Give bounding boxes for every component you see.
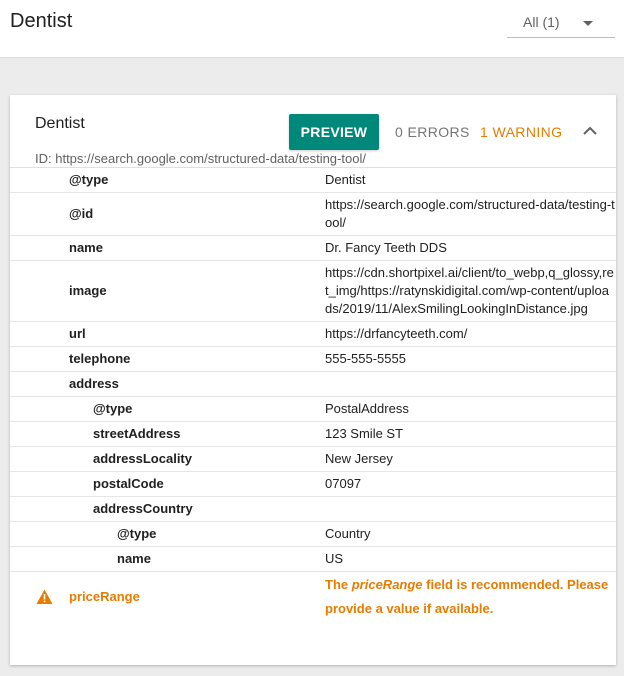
property-key: @type <box>10 397 325 422</box>
item-id: ID: https://search.google.com/structured-data/testing-tool/ <box>35 151 366 166</box>
filter-dropdown[interactable] <box>507 8 615 38</box>
property-key: image <box>10 261 325 322</box>
table-row[interactable] <box>10 236 616 261</box>
property-key: @id <box>10 193 325 236</box>
table-row[interactable] <box>10 397 616 422</box>
property-value <box>325 372 616 397</box>
property-value: Dentist <box>325 168 616 193</box>
page-title: Dentist <box>10 10 73 32</box>
table-row[interactable] <box>10 547 616 572</box>
property-value: New Jersey <box>325 447 616 472</box>
property-value: PostalAddress <box>325 397 616 422</box>
property-key: telephone <box>10 347 325 372</box>
property-key: @type <box>10 168 325 193</box>
table-row[interactable] <box>10 472 616 497</box>
table-row[interactable] <box>10 372 616 397</box>
property-value <box>325 497 616 522</box>
top-bar <box>0 0 624 58</box>
table-row[interactable] <box>10 422 616 447</box>
property-key: addressCountry <box>10 497 325 522</box>
warning-key-cell <box>10 572 325 623</box>
warning-key: priceRange <box>69 589 140 604</box>
chevron-up-icon[interactable] <box>580 121 600 141</box>
warning-message-field: priceRange <box>351 577 423 592</box>
warning-message-post: field is recommended. Please provide a value if available. <box>325 577 609 616</box>
property-value: Dr. Fancy Teeth DDS <box>325 236 616 261</box>
table-row[interactable] <box>10 347 616 372</box>
property-key: name <box>10 547 325 572</box>
properties-table <box>10 167 616 622</box>
property-key: streetAddress <box>10 422 325 447</box>
card-title: Dentist <box>35 115 85 132</box>
warning-row[interactable] <box>10 572 616 623</box>
property-value: 123 Smile ST <box>325 422 616 447</box>
warnings-count[interactable]: 1 WARNING <box>480 124 563 140</box>
property-value: https://cdn.shortpixel.ai/client/to_webp,q_glossy,ret_img/https://ratynskidigital.com/wp-content/uploads/2019/11/AlexSmilingLookingInDistance.jpg <box>325 261 616 322</box>
property-value: US <box>325 547 616 572</box>
property-key: @type <box>10 522 325 547</box>
table-row[interactable] <box>10 261 616 322</box>
property-key: postalCode <box>10 472 325 497</box>
property-value: 555-555-5555 <box>325 347 616 372</box>
table-row[interactable] <box>10 322 616 347</box>
warning-triangle-icon <box>36 589 53 605</box>
property-key: url <box>10 322 325 347</box>
errors-count[interactable]: 0 ERRORS <box>395 124 470 140</box>
warning-message <box>325 572 616 623</box>
property-value: https://search.google.com/structured-data/testing-tool/ <box>325 193 616 236</box>
preview-button[interactable]: PREVIEW <box>289 114 379 150</box>
table-row[interactable] <box>10 193 616 236</box>
table-row[interactable] <box>10 522 616 547</box>
result-card <box>10 95 616 665</box>
filter-label: All (1) <box>523 14 560 30</box>
property-key: name <box>10 236 325 261</box>
table-row[interactable] <box>10 168 616 193</box>
caret-down-icon <box>583 21 593 26</box>
warning-message-pre: The <box>325 577 352 592</box>
property-value: 07097 <box>325 472 616 497</box>
property-key: address <box>10 372 325 397</box>
table-row[interactable] <box>10 447 616 472</box>
property-value: https://drfancyteeth.com/ <box>325 322 616 347</box>
table-row[interactable] <box>10 497 616 522</box>
property-key: addressLocality <box>10 447 325 472</box>
property-value: Country <box>325 522 616 547</box>
